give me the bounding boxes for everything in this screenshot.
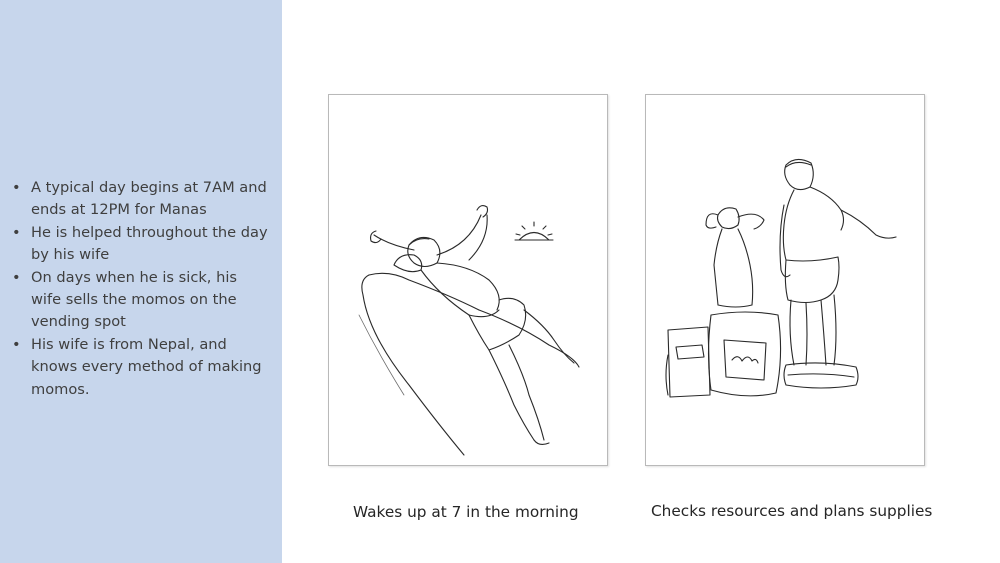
bullet-list: [10, 177, 270, 401]
man-figure: [780, 159, 896, 365]
crate-icon: [666, 327, 710, 397]
sun-icon: [515, 222, 553, 240]
bullet-text: On days when he is sick, his wife sells the momos on the vending spot: [31, 268, 237, 331]
bullet-item: [10, 222, 270, 267]
sketch-panel-checking-supplies: [645, 94, 925, 466]
waking-up-sketch: [329, 95, 606, 464]
bullet-dot-icon: •: [12, 223, 21, 241]
bullet-text: His wife is from Nepal, and knows every method of making momos.: [31, 335, 262, 398]
bullet-item: [10, 177, 270, 222]
panel-caption: Checks resources and plans supplies: [651, 502, 933, 520]
checking-supplies-sketch: [646, 95, 923, 464]
sketch-panel-waking-up: [328, 94, 608, 466]
bullet-dot-icon: •: [12, 179, 21, 196]
notes-sidebar: [0, 0, 282, 563]
bullet-text: He is helped throughout the day by his wife: [31, 223, 268, 264]
bullet-item: [10, 267, 270, 334]
folded-cloth-icon: [784, 363, 858, 388]
panel-caption: Wakes up at 7 in the morning: [353, 503, 579, 521]
bullet-dot-icon: •: [12, 268, 21, 286]
bullet-dot-icon: •: [12, 335, 21, 353]
woman-figure: [706, 208, 764, 307]
bullet-item: [10, 334, 270, 401]
supply-sack-icon: [709, 312, 781, 396]
bullet-text: A typical day begins at 7AM and ends at 12PM for Manas: [31, 179, 267, 219]
